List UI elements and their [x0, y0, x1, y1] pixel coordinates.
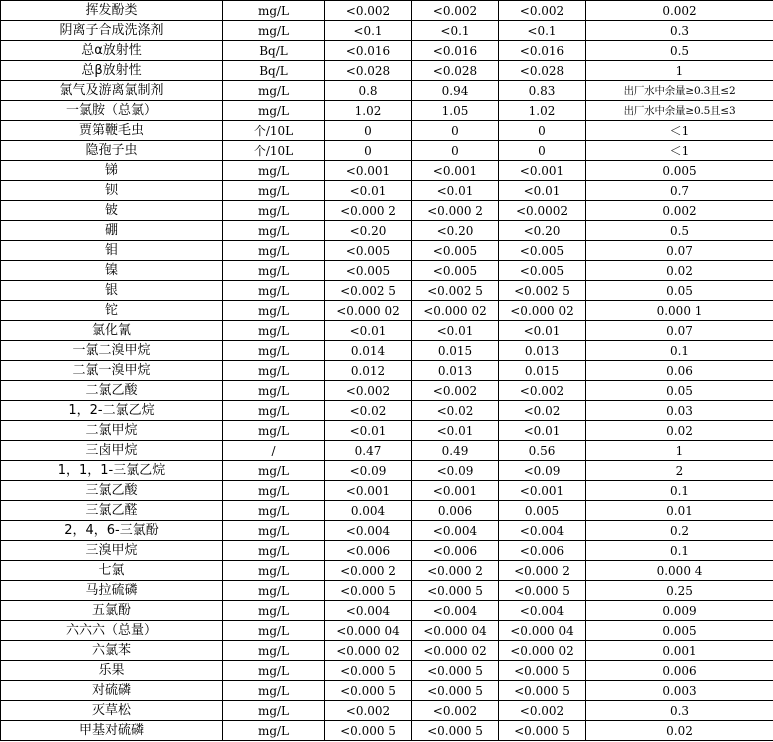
result-3-cell: 1.02: [499, 101, 586, 121]
limit-cell: 0.009: [586, 601, 773, 621]
result-2-cell: <0.1: [412, 21, 499, 41]
table-row: [1, 261, 773, 281]
table-row: [1, 501, 773, 521]
unit-cell: mg/L: [223, 661, 325, 681]
result-3-cell: 0.015: [499, 361, 586, 381]
table-row: [1, 161, 773, 181]
indicator-name-cell: 2，4，6-三氯酚: [1, 521, 223, 541]
unit-cell: mg/L: [223, 561, 325, 581]
result-3-cell: 0.013: [499, 341, 586, 361]
result-3-cell: 0.56: [499, 441, 586, 461]
indicator-name-cell: 镍: [1, 261, 223, 281]
limit-cell: 0.25: [586, 581, 773, 601]
result-1-cell: 0.014: [325, 341, 412, 361]
result-2-cell: <0.001: [412, 481, 499, 501]
result-3-cell: <0.004: [499, 601, 586, 621]
result-2-cell: 0.94: [412, 81, 499, 101]
result-2-cell: <0.002: [412, 1, 499, 21]
limit-cell: 0.7: [586, 181, 773, 201]
indicator-name-cell: 银: [1, 281, 223, 301]
table-row: [1, 421, 773, 441]
indicator-name-cell: 二氯一溴甲烷: [1, 361, 223, 381]
result-1-cell: 0.47: [325, 441, 412, 461]
unit-cell: mg/L: [223, 161, 325, 181]
table-row: [1, 81, 773, 101]
indicator-name-cell: 乐果: [1, 661, 223, 681]
table-row: [1, 401, 773, 421]
table-row: [1, 481, 773, 501]
indicator-name-cell: 五氯酚: [1, 601, 223, 621]
table-row: [1, 201, 773, 221]
result-1-cell: <0.20: [325, 221, 412, 241]
indicator-name-cell: 贾第鞭毛虫: [1, 121, 223, 141]
limit-cell: 出厂水中余量≥0.5且≤3: [586, 101, 773, 121]
result-2-cell: <0.016: [412, 41, 499, 61]
result-1-cell: <0.000 5: [325, 661, 412, 681]
unit-cell: 个/10L: [223, 121, 325, 141]
indicator-name-cell: 六六六（总量）: [1, 621, 223, 641]
table-row: [1, 661, 773, 681]
limit-cell: 0.07: [586, 321, 773, 341]
result-3-cell: <0.000 02: [499, 301, 586, 321]
result-3-cell: <0.20: [499, 221, 586, 241]
indicator-name-cell: 对硫磷: [1, 681, 223, 701]
unit-cell: /: [223, 441, 325, 461]
result-1-cell: <0.01: [325, 421, 412, 441]
limit-cell: 0.001: [586, 641, 773, 661]
indicator-name-cell: 1，1，1-三氯乙烷: [1, 461, 223, 481]
limit-cell: 出厂水中余量≥0.3且≤2: [586, 81, 773, 101]
unit-cell: mg/L: [223, 641, 325, 661]
result-3-cell: <0.000 5: [499, 581, 586, 601]
result-2-cell: <0.000 5: [412, 681, 499, 701]
indicator-name-cell: 马拉硫磷: [1, 581, 223, 601]
indicator-name-cell: 挥发酚类: [1, 1, 223, 21]
result-3-cell: <0.002 5: [499, 281, 586, 301]
unit-cell: mg/L: [223, 221, 325, 241]
limit-cell: 0.5: [586, 221, 773, 241]
result-3-cell: 0.83: [499, 81, 586, 101]
result-3-cell: <0.000 5: [499, 721, 586, 741]
limit-cell: 0.05: [586, 281, 773, 301]
indicator-name-cell: 总α放射性: [1, 41, 223, 61]
indicator-name-cell: 二氯甲烷: [1, 421, 223, 441]
limit-cell: 0.000 4: [586, 561, 773, 581]
unit-cell: mg/L: [223, 501, 325, 521]
indicator-name-cell: 三溴甲烷: [1, 541, 223, 561]
table-row: [1, 541, 773, 561]
table-row: [1, 701, 773, 721]
unit-cell: mg/L: [223, 541, 325, 561]
limit-cell: 0.1: [586, 341, 773, 361]
limit-cell: 0.3: [586, 701, 773, 721]
result-3-cell: <0.005: [499, 241, 586, 261]
indicator-name-cell: 钼: [1, 241, 223, 261]
result-3-cell: <0.000 2: [499, 561, 586, 581]
result-1-cell: <0.09: [325, 461, 412, 481]
table-row: [1, 341, 773, 361]
result-2-cell: <0.002: [412, 381, 499, 401]
unit-cell: mg/L: [223, 201, 325, 221]
unit-cell: mg/L: [223, 721, 325, 741]
unit-cell: mg/L: [223, 301, 325, 321]
result-3-cell: <0.02: [499, 401, 586, 421]
indicator-name-cell: 六氯苯: [1, 641, 223, 661]
table-row: [1, 121, 773, 141]
result-1-cell: <0.000 02: [325, 641, 412, 661]
table-row: [1, 21, 773, 41]
result-2-cell: <0.20: [412, 221, 499, 241]
result-1-cell: 0: [325, 121, 412, 141]
result-1-cell: <0.000 5: [325, 581, 412, 601]
result-3-cell: <0.1: [499, 21, 586, 41]
result-2-cell: <0.005: [412, 261, 499, 281]
result-3-cell: <0.002: [499, 701, 586, 721]
unit-cell: mg/L: [223, 281, 325, 301]
result-1-cell: <0.004: [325, 601, 412, 621]
result-1-cell: <0.01: [325, 321, 412, 341]
result-1-cell: <0.000 02: [325, 301, 412, 321]
table-row: [1, 61, 773, 81]
indicator-name-cell: 锑: [1, 161, 223, 181]
table-row: [1, 641, 773, 661]
table-row: [1, 461, 773, 481]
result-1-cell: <0.01: [325, 181, 412, 201]
result-2-cell: <0.01: [412, 181, 499, 201]
unit-cell: mg/L: [223, 581, 325, 601]
table-row: [1, 221, 773, 241]
table-row: [1, 321, 773, 341]
indicator-name-cell: 1，2-二氯乙烷: [1, 401, 223, 421]
limit-cell: 0.002: [586, 201, 773, 221]
limit-cell: 0.02: [586, 261, 773, 281]
table-row: [1, 281, 773, 301]
result-3-cell: <0.005: [499, 261, 586, 281]
unit-cell: mg/L: [223, 421, 325, 441]
result-3-cell: <0.006: [499, 541, 586, 561]
unit-cell: mg/L: [223, 341, 325, 361]
unit-cell: mg/L: [223, 521, 325, 541]
indicator-name-cell: 三氯乙酸: [1, 481, 223, 501]
limit-cell: 0.06: [586, 361, 773, 381]
result-1-cell: 0: [325, 141, 412, 161]
limit-cell: 0.05: [586, 381, 773, 401]
result-1-cell: <0.001: [325, 161, 412, 181]
table-row: [1, 141, 773, 161]
unit-cell: mg/L: [223, 461, 325, 481]
limit-cell: 0.002: [586, 1, 773, 21]
limit-cell: 0.1: [586, 481, 773, 501]
result-2-cell: 0.015: [412, 341, 499, 361]
result-3-cell: <0.016: [499, 41, 586, 61]
result-2-cell: 0.49: [412, 441, 499, 461]
limit-cell: 0.1: [586, 541, 773, 561]
result-3-cell: <0.000 02: [499, 641, 586, 661]
result-2-cell: <0.000 2: [412, 201, 499, 221]
result-1-cell: 0.004: [325, 501, 412, 521]
result-3-cell: <0.001: [499, 161, 586, 181]
table-row: [1, 241, 773, 261]
result-2-cell: <0.002: [412, 701, 499, 721]
unit-cell: mg/L: [223, 321, 325, 341]
unit-cell: mg/L: [223, 481, 325, 501]
unit-cell: mg/L: [223, 101, 325, 121]
result-2-cell: <0.004: [412, 521, 499, 541]
table-row: [1, 41, 773, 61]
result-3-cell: 0: [499, 141, 586, 161]
result-1-cell: <0.002: [325, 701, 412, 721]
result-3-cell: <0.000 04: [499, 621, 586, 641]
indicator-name-cell: 灭草松: [1, 701, 223, 721]
unit-cell: mg/L: [223, 21, 325, 41]
limit-cell: 0.02: [586, 721, 773, 741]
result-2-cell: <0.09: [412, 461, 499, 481]
result-1-cell: <0.000 5: [325, 681, 412, 701]
result-2-cell: <0.000 04: [412, 621, 499, 641]
table-row: [1, 101, 773, 121]
result-2-cell: <0.01: [412, 321, 499, 341]
indicator-name-cell: 隐孢子虫: [1, 141, 223, 161]
unit-cell: mg/L: [223, 241, 325, 261]
result-3-cell: <0.001: [499, 481, 586, 501]
limit-cell: 0.003: [586, 681, 773, 701]
result-2-cell: 0: [412, 121, 499, 141]
unit-cell: mg/L: [223, 601, 325, 621]
indicator-name-cell: 二氯乙酸: [1, 381, 223, 401]
unit-cell: mg/L: [223, 181, 325, 201]
result-3-cell: <0.000 5: [499, 661, 586, 681]
result-1-cell: 1.02: [325, 101, 412, 121]
table-row: [1, 681, 773, 701]
result-1-cell: <0.002 5: [325, 281, 412, 301]
result-2-cell: <0.000 5: [412, 721, 499, 741]
result-3-cell: <0.09: [499, 461, 586, 481]
limit-cell: 0.3: [586, 21, 773, 41]
limit-cell: 2: [586, 461, 773, 481]
table-body: [1, 1, 773, 741]
result-2-cell: <0.000 2: [412, 561, 499, 581]
result-1-cell: <0.02: [325, 401, 412, 421]
result-1-cell: 0.8: [325, 81, 412, 101]
limit-cell: 0.2: [586, 521, 773, 541]
result-2-cell: <0.001: [412, 161, 499, 181]
unit-cell: mg/L: [223, 621, 325, 641]
indicator-name-cell: 钡: [1, 181, 223, 201]
limit-cell: 0.03: [586, 401, 773, 421]
result-3-cell: <0.028: [499, 61, 586, 81]
result-1-cell: <0.000 2: [325, 561, 412, 581]
result-1-cell: <0.001: [325, 481, 412, 501]
result-2-cell: <0.006: [412, 541, 499, 561]
limit-cell: 0.5: [586, 41, 773, 61]
result-1-cell: <0.000 04: [325, 621, 412, 641]
indicator-name-cell: 一氯胺（总氯）: [1, 101, 223, 121]
limit-cell: 1: [586, 61, 773, 81]
table-row: [1, 721, 773, 741]
unit-cell: mg/L: [223, 701, 325, 721]
result-1-cell: <0.004: [325, 521, 412, 541]
limit-cell: 0.005: [586, 161, 773, 181]
result-1-cell: <0.006: [325, 541, 412, 561]
result-2-cell: <0.028: [412, 61, 499, 81]
result-1-cell: <0.1: [325, 21, 412, 41]
limit-cell: ＜1: [586, 121, 773, 141]
result-2-cell: <0.000 5: [412, 581, 499, 601]
unit-cell: mg/L: [223, 81, 325, 101]
unit-cell: mg/L: [223, 681, 325, 701]
result-2-cell: <0.000 5: [412, 661, 499, 681]
limit-cell: 0.006: [586, 661, 773, 681]
result-1-cell: <0.005: [325, 241, 412, 261]
result-2-cell: <0.002 5: [412, 281, 499, 301]
result-1-cell: <0.005: [325, 261, 412, 281]
indicator-name-cell: 氯化氰: [1, 321, 223, 341]
result-3-cell: <0.002: [499, 381, 586, 401]
indicator-name-cell: 氯气及游离氯制剂: [1, 81, 223, 101]
limit-cell: 1: [586, 441, 773, 461]
result-2-cell: 1.05: [412, 101, 499, 121]
result-2-cell: 0: [412, 141, 499, 161]
table-row: [1, 181, 773, 201]
result-3-cell: 0: [499, 121, 586, 141]
table-row: [1, 1, 773, 21]
limit-cell: 0.005: [586, 621, 773, 641]
result-2-cell: <0.000 02: [412, 641, 499, 661]
indicator-name-cell: 铍: [1, 201, 223, 221]
unit-cell: mg/L: [223, 1, 325, 21]
result-1-cell: <0.002: [325, 381, 412, 401]
table-row: [1, 301, 773, 321]
result-2-cell: <0.005: [412, 241, 499, 261]
unit-cell: 个/10L: [223, 141, 325, 161]
indicator-name-cell: 铊: [1, 301, 223, 321]
indicator-name-cell: 七氯: [1, 561, 223, 581]
result-3-cell: <0.01: [499, 321, 586, 341]
table-row: [1, 561, 773, 581]
limit-cell: 0.02: [586, 421, 773, 441]
table-row: [1, 381, 773, 401]
indicator-name-cell: 硼: [1, 221, 223, 241]
result-2-cell: <0.000 02: [412, 301, 499, 321]
limit-cell: 0.07: [586, 241, 773, 261]
table-row: [1, 361, 773, 381]
unit-cell: mg/L: [223, 261, 325, 281]
table-row: [1, 601, 773, 621]
table-row: [1, 521, 773, 541]
result-3-cell: <0.01: [499, 181, 586, 201]
result-3-cell: <0.0002: [499, 201, 586, 221]
limit-cell: 0.000 1: [586, 301, 773, 321]
result-1-cell: <0.000 2: [325, 201, 412, 221]
unit-cell: mg/L: [223, 401, 325, 421]
result-2-cell: <0.01: [412, 421, 499, 441]
limit-cell: ＜1: [586, 141, 773, 161]
unit-cell: mg/L: [223, 361, 325, 381]
table-row: [1, 581, 773, 601]
result-1-cell: <0.016: [325, 41, 412, 61]
indicator-name-cell: 总β放射性: [1, 61, 223, 81]
result-3-cell: 0.005: [499, 501, 586, 521]
result-1-cell: <0.000 5: [325, 721, 412, 741]
unit-cell: mg/L: [223, 381, 325, 401]
unit-cell: Bq/L: [223, 41, 325, 61]
indicator-name-cell: 阴离子合成洗涤剂: [1, 21, 223, 41]
result-2-cell: <0.004: [412, 601, 499, 621]
table-row: [1, 621, 773, 641]
indicator-name-cell: 三卤甲烷: [1, 441, 223, 461]
indicator-name-cell: 甲基对硫磷: [1, 721, 223, 741]
limit-cell: 0.01: [586, 501, 773, 521]
result-2-cell: 0.013: [412, 361, 499, 381]
result-3-cell: <0.000 5: [499, 681, 586, 701]
result-2-cell: <0.02: [412, 401, 499, 421]
result-1-cell: <0.002: [325, 1, 412, 21]
result-2-cell: 0.006: [412, 501, 499, 521]
table-row: [1, 441, 773, 461]
result-3-cell: <0.004: [499, 521, 586, 541]
unit-cell: Bq/L: [223, 61, 325, 81]
indicator-name-cell: 一氯二溴甲烷: [1, 341, 223, 361]
result-1-cell: 0.012: [325, 361, 412, 381]
result-3-cell: <0.01: [499, 421, 586, 441]
result-3-cell: <0.002: [499, 1, 586, 21]
result-1-cell: <0.028: [325, 61, 412, 81]
indicator-name-cell: 三氯乙醛: [1, 501, 223, 521]
